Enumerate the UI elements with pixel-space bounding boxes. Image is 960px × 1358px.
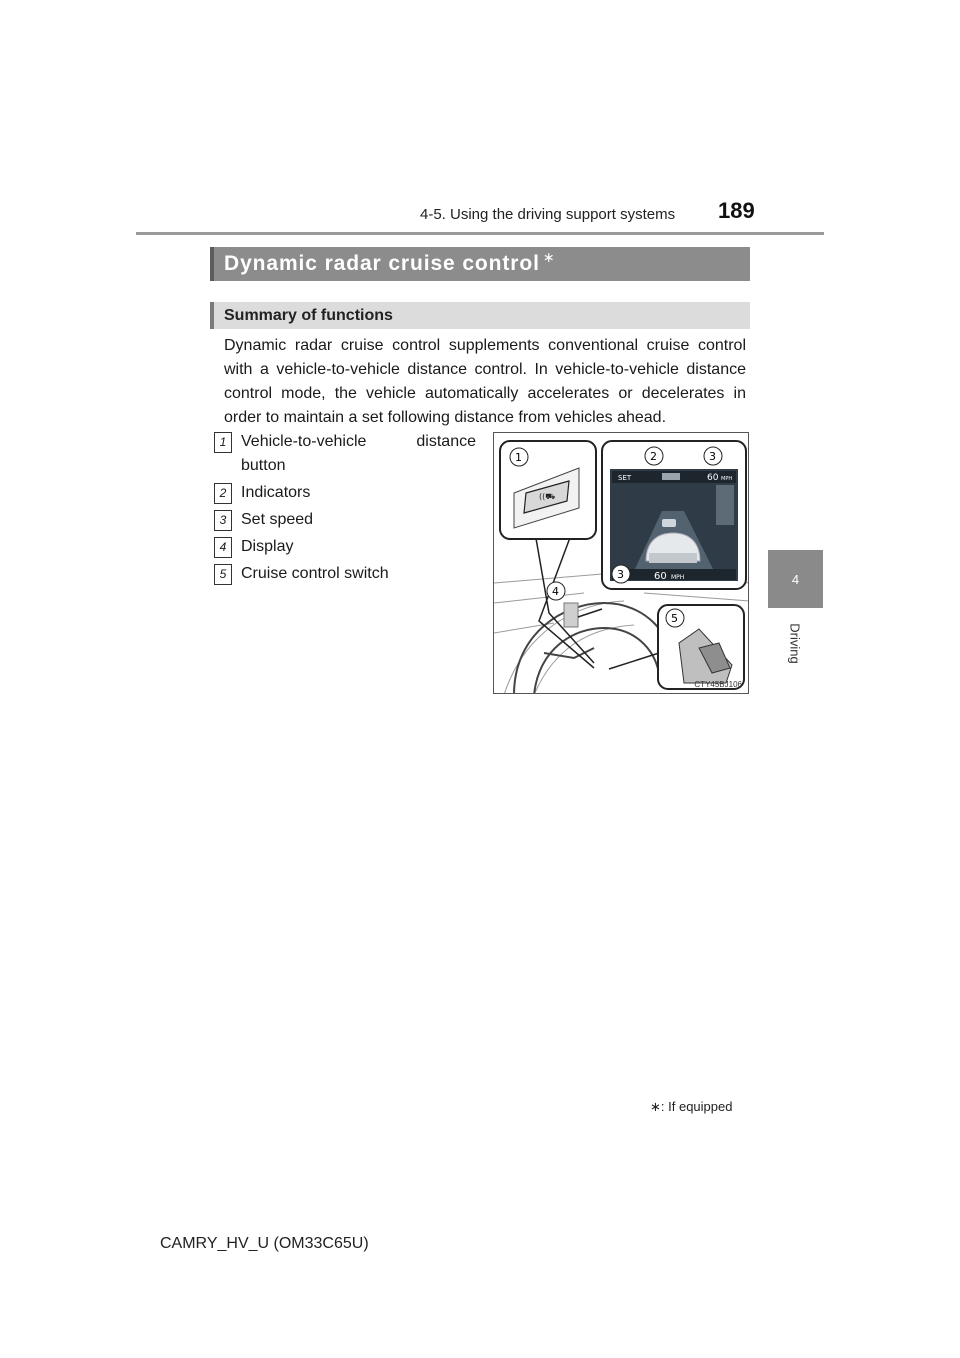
- subheading: [210, 302, 750, 329]
- display-unit-top: MPH: [721, 476, 733, 482]
- if-equipped-marker: ∗: [542, 248, 555, 265]
- page-title-text: Dynamic radar cruise control: [224, 252, 540, 275]
- lead-vehicle-icon: [662, 519, 676, 527]
- legend-text: Set speed: [241, 511, 314, 528]
- callout-label: 3: [617, 568, 624, 581]
- display-speed-bottom: 60: [654, 571, 667, 582]
- footnote-marker: ∗: [650, 1099, 661, 1114]
- legend-number: 3: [214, 510, 232, 531]
- page-title: [210, 247, 750, 281]
- display-speed-top: 60: [707, 473, 719, 483]
- section-header: 4-5. Using the driving support systems: [420, 206, 676, 223]
- legend-text: Display: [241, 538, 294, 555]
- footnote: [650, 1099, 732, 1115]
- legend-item: [214, 508, 484, 532]
- distance-indicator-bars: [662, 473, 680, 480]
- legend-text: Cruise control switch: [241, 565, 389, 582]
- chapter-tab: [768, 550, 823, 608]
- figure-code: CTY45BJ106: [694, 680, 742, 689]
- legend-item: [214, 430, 484, 478]
- legend-text: Vehicle-to-vehicle distance button: [241, 433, 476, 474]
- legend-number: 2: [214, 483, 232, 504]
- callout-label: 2: [650, 450, 657, 463]
- display-unit-shape: [564, 603, 578, 627]
- legend-number: 1: [214, 432, 232, 453]
- footnote-text: : If equipped: [660, 1099, 733, 1114]
- legend-list: [214, 430, 484, 589]
- legend-item: [214, 481, 484, 505]
- cockpit-drawing: [494, 433, 749, 694]
- page-number: 189: [718, 198, 755, 223]
- steering-wheel: [514, 603, 674, 694]
- display-set-label: SET: [618, 474, 632, 482]
- legend-text: Indicators: [241, 484, 311, 501]
- legend-item: [214, 535, 484, 559]
- callout-label: 3: [709, 450, 716, 463]
- legend-number: 5: [214, 564, 232, 585]
- display-side-gauge: [716, 485, 734, 525]
- callout-label: 4: [552, 585, 559, 598]
- chapter-label-text: Driving: [787, 622, 803, 664]
- chapter-number: 4: [791, 571, 800, 587]
- cockpit-illustration: [493, 432, 749, 694]
- chapter-label: [770, 618, 820, 668]
- subheading-text: Summary of functions: [224, 306, 393, 324]
- own-vehicle-bumper: [649, 553, 697, 563]
- callout-label: 1: [515, 451, 522, 464]
- distance-icon: ((⛟: [539, 492, 556, 501]
- callout-label: 5: [671, 612, 678, 625]
- legend-item: [214, 562, 484, 586]
- legend-number: 4: [214, 537, 232, 558]
- intro-paragraph: Dynamic radar cruise control supplements conventional cruise control with a vehicle-to-vehicle distance control. In vehicle-to-vehicle distance control mode, the vehicle automatically accelerates or decelerates in order to maintain a set following distance from vehicles ahead.: [224, 337, 746, 426]
- manual-code: CAMRY_HV_U (OM33C65U): [160, 1235, 369, 1252]
- display-unit-bottom: MPH: [671, 574, 685, 581]
- header-divider: [136, 232, 824, 235]
